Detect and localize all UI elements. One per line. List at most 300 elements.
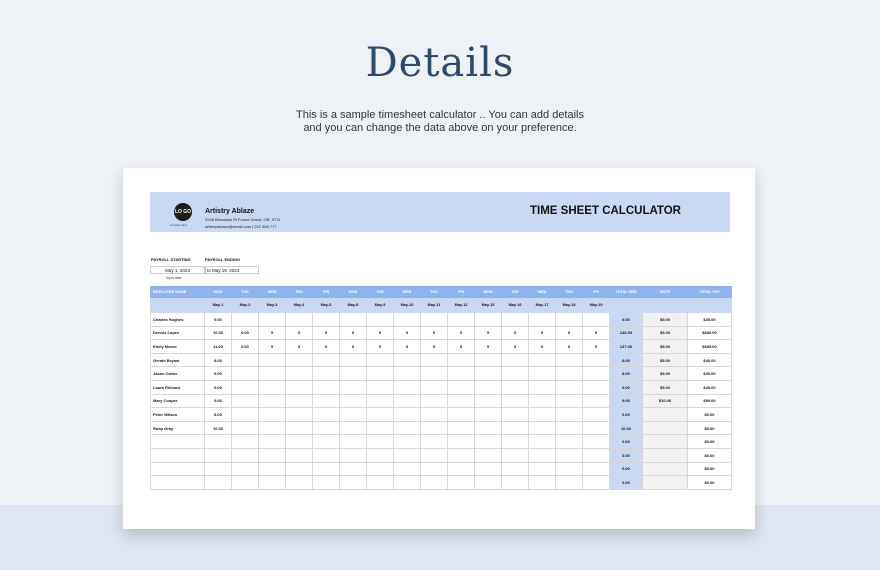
rate-cell[interactable]: $5.00 xyxy=(643,326,688,340)
total-hrs-cell: 0.00 xyxy=(610,476,643,490)
hours-cell[interactable] xyxy=(421,353,448,367)
hours-cell[interactable] xyxy=(529,462,556,476)
rate-cell[interactable] xyxy=(643,408,688,422)
hours-cell[interactable] xyxy=(556,408,583,422)
date-header: May-2 xyxy=(232,298,259,313)
hours-cell[interactable]: 9 xyxy=(529,340,556,354)
hours-cell[interactable] xyxy=(232,367,259,381)
hours-cell[interactable] xyxy=(556,313,583,327)
total-pay-cell: $680.00 xyxy=(688,326,732,340)
hours-cell[interactable] xyxy=(394,421,421,435)
hours-cell[interactable] xyxy=(448,435,475,449)
hours-cell[interactable] xyxy=(394,462,421,476)
hours-cell[interactable]: 9 xyxy=(583,326,610,340)
hours-cell[interactable] xyxy=(394,367,421,381)
day-header: FRI xyxy=(448,287,475,298)
total-pay-cell: $45.00 xyxy=(688,313,732,327)
hours-cell[interactable] xyxy=(502,313,529,327)
subtitle-line-1: This is a sample timesheet calculator .. You can add details xyxy=(296,109,584,121)
hours-cell[interactable] xyxy=(205,435,232,449)
hours-cell[interactable]: 9 xyxy=(340,326,367,340)
hours-cell[interactable] xyxy=(556,421,583,435)
hours-cell[interactable] xyxy=(259,380,286,394)
hours-cell[interactable] xyxy=(367,448,394,462)
page-title: Details xyxy=(365,40,515,86)
table-row xyxy=(151,462,732,476)
hours-cell[interactable] xyxy=(502,367,529,381)
hours-cell[interactable] xyxy=(286,448,313,462)
hours-cell[interactable] xyxy=(340,435,367,449)
rate-cell[interactable] xyxy=(643,462,688,476)
total-hrs-cell: 136.00 xyxy=(610,326,643,340)
rate-cell[interactable]: $5.00 xyxy=(643,367,688,381)
hours-cell[interactable] xyxy=(394,448,421,462)
employee-name-cell[interactable] xyxy=(151,448,205,462)
day-header: MON xyxy=(475,287,502,298)
table-row xyxy=(151,326,732,340)
total-hrs-cell: 10.00 xyxy=(610,421,643,435)
timesheet-preview xyxy=(123,168,755,529)
hours-cell[interactable] xyxy=(259,353,286,367)
hours-cell[interactable] xyxy=(556,367,583,381)
hours-cell[interactable] xyxy=(313,476,340,490)
hours-cell[interactable] xyxy=(313,462,340,476)
total-pay-cell: $40.00 xyxy=(688,353,732,367)
hours-cell[interactable]: 8.00 xyxy=(205,408,232,422)
hours-cell[interactable] xyxy=(232,476,259,490)
hours-cell[interactable] xyxy=(313,448,340,462)
date-header: May-10 xyxy=(394,298,421,313)
hours-cell[interactable] xyxy=(502,448,529,462)
total-pay-cell: $45.00 xyxy=(688,380,732,394)
payroll-end-label: PAYROLL ENDING xyxy=(205,257,241,262)
hours-cell[interactable] xyxy=(286,476,313,490)
hours-cell[interactable] xyxy=(529,353,556,367)
hours-cell[interactable] xyxy=(232,462,259,476)
hours-cell[interactable] xyxy=(475,367,502,381)
total-pay-cell: $90.00 xyxy=(688,394,732,408)
date-header-blank xyxy=(643,298,688,313)
date-header: May-19 xyxy=(583,298,610,313)
hours-cell[interactable] xyxy=(205,476,232,490)
hours-cell[interactable] xyxy=(583,448,610,462)
hours-cell[interactable] xyxy=(286,462,313,476)
hours-cell[interactable]: 11.00 xyxy=(205,340,232,354)
hours-cell[interactable] xyxy=(583,476,610,490)
day-header: MON xyxy=(205,287,232,298)
employee-name-cell[interactable]: Gerald Bryant xyxy=(151,353,205,367)
hours-cell[interactable] xyxy=(421,476,448,490)
total-hrs-header: TOTAL HRS xyxy=(610,287,643,298)
rate-cell[interactable]: $5.00 xyxy=(643,353,688,367)
hours-cell[interactable] xyxy=(259,408,286,422)
date-header: May-3 xyxy=(259,298,286,313)
hours-cell[interactable] xyxy=(340,421,367,435)
hours-cell[interactable] xyxy=(583,421,610,435)
hours-cell[interactable]: 9 xyxy=(286,326,313,340)
hours-cell[interactable] xyxy=(583,462,610,476)
table-row xyxy=(151,448,732,462)
table-row xyxy=(151,435,732,449)
payroll-end-input[interactable]: to May 19, 2023 xyxy=(205,266,259,274)
hours-cell[interactable] xyxy=(394,380,421,394)
hours-cell[interactable] xyxy=(286,408,313,422)
hours-cell[interactable] xyxy=(475,394,502,408)
page-subtitle xyxy=(0,109,880,135)
hours-cell[interactable] xyxy=(475,421,502,435)
hours-cell[interactable] xyxy=(286,435,313,449)
hours-cell[interactable] xyxy=(502,476,529,490)
hours-cell[interactable] xyxy=(529,313,556,327)
hours-cell[interactable] xyxy=(313,421,340,435)
timesheet-table xyxy=(150,286,732,490)
day-header: WED xyxy=(529,287,556,298)
hours-cell[interactable]: 9 xyxy=(313,340,340,354)
hours-cell[interactable]: 9.00 xyxy=(205,313,232,327)
total-hrs-cell: 8.00 xyxy=(610,353,643,367)
total-pay-header: TOTAL PAY xyxy=(688,287,732,298)
hours-cell[interactable] xyxy=(475,476,502,490)
hours-cell[interactable] xyxy=(502,462,529,476)
payroll-start-label: PAYROLL STARTING xyxy=(151,257,191,262)
hours-cell[interactable] xyxy=(340,476,367,490)
company-address: 2948 Breaststa St Forest Grove, OR, 9711 xyxy=(205,217,281,222)
date-header-blank xyxy=(151,298,205,313)
total-hrs-cell: 9.00 xyxy=(610,394,643,408)
hours-cell[interactable]: 9 xyxy=(259,326,286,340)
hours-cell[interactable] xyxy=(313,380,340,394)
hours-cell[interactable] xyxy=(313,353,340,367)
hours-cell[interactable] xyxy=(475,448,502,462)
hours-cell[interactable]: 9 xyxy=(367,340,394,354)
hours-cell[interactable] xyxy=(529,408,556,422)
hours-cell[interactable] xyxy=(556,394,583,408)
hours-cell[interactable] xyxy=(340,367,367,381)
total-pay-cell: $0.00 xyxy=(688,462,732,476)
hours-cell[interactable] xyxy=(556,462,583,476)
total-pay-cell: $685.00 xyxy=(688,340,732,354)
table-row xyxy=(151,421,732,435)
hours-cell[interactable] xyxy=(421,435,448,449)
hours-cell[interactable] xyxy=(340,380,367,394)
date-header: May-18 xyxy=(556,298,583,313)
logo-subtext: company name xyxy=(170,224,188,227)
total-pay-cell: $40.00 xyxy=(688,367,732,381)
hours-cell[interactable]: 9 xyxy=(340,340,367,354)
hours-cell[interactable]: 9 xyxy=(556,340,583,354)
date-header-row xyxy=(151,298,732,313)
hours-cell[interactable] xyxy=(286,421,313,435)
hours-cell[interactable] xyxy=(367,394,394,408)
hours-cell[interactable]: 9 xyxy=(502,340,529,354)
company-contact: artistryablaze@email.com | 222 555 777 xyxy=(205,224,277,229)
hours-cell[interactable] xyxy=(286,313,313,327)
hours-cell[interactable] xyxy=(313,313,340,327)
hours-cell[interactable]: 9 xyxy=(367,326,394,340)
hours-cell[interactable] xyxy=(529,435,556,449)
hours-cell[interactable] xyxy=(259,313,286,327)
hours-cell[interactable] xyxy=(529,367,556,381)
hours-cell[interactable] xyxy=(475,435,502,449)
hours-cell[interactable] xyxy=(583,380,610,394)
hours-cell[interactable]: 9.00 xyxy=(205,394,232,408)
hours-cell[interactable] xyxy=(340,394,367,408)
hours-cell[interactable] xyxy=(529,476,556,490)
hours-cell[interactable] xyxy=(583,435,610,449)
employee-name-cell[interactable]: Charles Hughes xyxy=(151,313,205,327)
logo-icon: LO GO xyxy=(174,203,192,221)
table-row xyxy=(151,340,732,354)
rate-cell[interactable]: $5.00 xyxy=(643,313,688,327)
employee-name-cell[interactable]: Ruby Gray xyxy=(151,421,205,435)
hours-cell[interactable] xyxy=(367,313,394,327)
hours-cell[interactable] xyxy=(313,408,340,422)
hours-cell[interactable] xyxy=(529,394,556,408)
sheet-title: TIME SHEET CALCULATOR xyxy=(530,205,681,217)
hours-cell[interactable] xyxy=(259,476,286,490)
hours-cell[interactable] xyxy=(502,394,529,408)
hours-cell[interactable] xyxy=(205,462,232,476)
total-hrs-cell: 0.00 xyxy=(610,448,643,462)
hours-cell[interactable] xyxy=(475,380,502,394)
hours-cell[interactable] xyxy=(448,476,475,490)
rate-cell[interactable] xyxy=(643,421,688,435)
employee-name-cell[interactable] xyxy=(151,476,205,490)
date-header: May-8 xyxy=(340,298,367,313)
hours-cell[interactable] xyxy=(448,394,475,408)
hours-cell[interactable] xyxy=(529,448,556,462)
hours-cell[interactable] xyxy=(583,367,610,381)
hours-cell[interactable]: 9.00 xyxy=(232,340,259,354)
hours-cell[interactable] xyxy=(421,367,448,381)
hours-cell[interactable] xyxy=(421,448,448,462)
hours-cell[interactable] xyxy=(232,394,259,408)
hours-cell[interactable]: 9 xyxy=(475,340,502,354)
hours-cell[interactable] xyxy=(313,367,340,381)
hours-cell[interactable] xyxy=(583,394,610,408)
hours-cell[interactable] xyxy=(448,448,475,462)
hours-cell[interactable] xyxy=(313,394,340,408)
hours-cell[interactable] xyxy=(367,435,394,449)
employee-name-cell[interactable]: Emily Moore xyxy=(151,340,205,354)
hours-cell[interactable]: 8.00 xyxy=(205,353,232,367)
day-header: WED xyxy=(259,287,286,298)
hours-cell[interactable]: 9 xyxy=(502,326,529,340)
hours-cell[interactable] xyxy=(286,353,313,367)
date-header: May-9 xyxy=(367,298,394,313)
hours-cell[interactable] xyxy=(475,353,502,367)
hours-cell[interactable]: 9 xyxy=(583,340,610,354)
input-date-note: Input date xyxy=(166,276,182,280)
hours-cell[interactable] xyxy=(259,435,286,449)
date-header-blank xyxy=(688,298,732,313)
hours-cell[interactable] xyxy=(340,408,367,422)
hours-cell[interactable] xyxy=(367,408,394,422)
hours-cell[interactable] xyxy=(556,476,583,490)
hours-cell[interactable]: 9 xyxy=(421,326,448,340)
employee-name-cell[interactable]: Jason Carter xyxy=(151,367,205,381)
hours-cell[interactable] xyxy=(502,421,529,435)
employee-name-cell[interactable] xyxy=(151,462,205,476)
hours-cell[interactable] xyxy=(421,408,448,422)
hours-cell[interactable] xyxy=(367,421,394,435)
hours-cell[interactable] xyxy=(367,462,394,476)
hours-cell[interactable] xyxy=(448,462,475,476)
rate-cell[interactable] xyxy=(643,435,688,449)
hours-cell[interactable] xyxy=(340,313,367,327)
hours-cell[interactable] xyxy=(340,448,367,462)
hours-cell[interactable] xyxy=(286,380,313,394)
payroll-start-input[interactable]: May 1, 2023 xyxy=(150,266,205,274)
total-hrs-cell: 9.00 xyxy=(610,380,643,394)
hours-cell[interactable]: 9 xyxy=(421,340,448,354)
hours-cell[interactable] xyxy=(502,435,529,449)
hours-cell[interactable] xyxy=(583,353,610,367)
hours-cell[interactable] xyxy=(583,408,610,422)
hours-cell[interactable] xyxy=(313,435,340,449)
hours-cell[interactable] xyxy=(367,380,394,394)
date-header-blank xyxy=(610,298,643,313)
hours-cell[interactable] xyxy=(394,313,421,327)
hours-cell[interactable] xyxy=(232,313,259,327)
date-header: May-17 xyxy=(529,298,556,313)
hours-cell[interactable] xyxy=(421,421,448,435)
total-pay-cell: $0.00 xyxy=(688,408,732,422)
hours-cell[interactable] xyxy=(475,313,502,327)
hours-cell[interactable] xyxy=(367,367,394,381)
hours-cell[interactable] xyxy=(394,394,421,408)
hours-cell[interactable]: 10.00 xyxy=(205,326,232,340)
hours-cell[interactable] xyxy=(232,380,259,394)
hours-cell[interactable]: 9.00 xyxy=(205,380,232,394)
total-hrs-cell: 0.00 xyxy=(610,462,643,476)
total-hrs-cell: 137.00 xyxy=(610,340,643,354)
day-header: TUE xyxy=(367,287,394,298)
hours-cell[interactable]: 9.00 xyxy=(205,367,232,381)
hours-cell[interactable] xyxy=(556,435,583,449)
hours-cell[interactable] xyxy=(394,435,421,449)
hours-cell[interactable]: 9 xyxy=(556,326,583,340)
hours-cell[interactable] xyxy=(556,448,583,462)
hours-cell[interactable] xyxy=(232,408,259,422)
hours-cell[interactable] xyxy=(232,353,259,367)
date-header: May-16 xyxy=(502,298,529,313)
rate-cell[interactable] xyxy=(643,476,688,490)
table-row xyxy=(151,394,732,408)
total-hrs-cell: 0.00 xyxy=(610,408,643,422)
table-row xyxy=(151,408,732,422)
hours-cell[interactable] xyxy=(556,353,583,367)
table-row xyxy=(151,476,732,490)
hours-cell[interactable] xyxy=(448,408,475,422)
table-row xyxy=(151,353,732,367)
hours-cell[interactable] xyxy=(421,313,448,327)
rate-cell[interactable]: $5.00 xyxy=(643,380,688,394)
hours-cell[interactable]: 10.00 xyxy=(205,421,232,435)
hours-cell[interactable] xyxy=(475,462,502,476)
date-header: May-1 xyxy=(205,298,232,313)
hours-cell[interactable] xyxy=(448,353,475,367)
hours-cell[interactable] xyxy=(448,313,475,327)
hours-cell[interactable] xyxy=(286,394,313,408)
employee-name-cell[interactable]: Mary Cooper xyxy=(151,394,205,408)
date-header: May-15 xyxy=(475,298,502,313)
rate-cell[interactable]: $5.00 xyxy=(643,340,688,354)
hours-cell[interactable] xyxy=(340,462,367,476)
hours-cell[interactable] xyxy=(259,394,286,408)
day-header: THU xyxy=(286,287,313,298)
hours-cell[interactable] xyxy=(502,408,529,422)
hours-cell[interactable] xyxy=(232,448,259,462)
day-header: THU xyxy=(421,287,448,298)
hours-cell[interactable] xyxy=(556,380,583,394)
hours-cell[interactable] xyxy=(232,435,259,449)
day-header: THU xyxy=(556,287,583,298)
hours-cell[interactable]: 9 xyxy=(394,326,421,340)
total-pay-cell: $0.00 xyxy=(688,448,732,462)
hours-cell[interactable] xyxy=(583,313,610,327)
hours-cell[interactable] xyxy=(448,367,475,381)
hours-cell[interactable] xyxy=(367,353,394,367)
hours-cell[interactable]: 9 xyxy=(475,326,502,340)
hours-cell[interactable] xyxy=(502,380,529,394)
hours-cell[interactable] xyxy=(448,421,475,435)
hours-cell[interactable] xyxy=(448,380,475,394)
hours-cell[interactable] xyxy=(340,353,367,367)
hours-cell[interactable]: 9 xyxy=(448,326,475,340)
hours-cell[interactable] xyxy=(529,421,556,435)
rate-cell[interactable] xyxy=(643,448,688,462)
employee-name-cell[interactable]: Dennis Lopez xyxy=(151,326,205,340)
hours-cell[interactable] xyxy=(421,394,448,408)
hours-cell[interactable]: 9 xyxy=(313,326,340,340)
hours-cell[interactable] xyxy=(259,462,286,476)
hours-cell[interactable]: 9 xyxy=(529,326,556,340)
hours-cell[interactable]: 9.00 xyxy=(232,326,259,340)
hours-cell[interactable] xyxy=(394,408,421,422)
hours-cell[interactable] xyxy=(394,353,421,367)
date-header: May-4 xyxy=(286,298,313,313)
hours-cell[interactable] xyxy=(394,476,421,490)
employee-name-cell[interactable]: Peter Wilson xyxy=(151,408,205,422)
employee-name-cell[interactable] xyxy=(151,435,205,449)
rate-cell[interactable]: $10.00 xyxy=(643,394,688,408)
total-pay-cell: $0.00 xyxy=(688,435,732,449)
hours-cell[interactable] xyxy=(205,448,232,462)
hours-cell[interactable] xyxy=(259,367,286,381)
hours-cell[interactable] xyxy=(232,421,259,435)
hours-cell[interactable] xyxy=(259,421,286,435)
hours-cell[interactable] xyxy=(286,367,313,381)
hours-cell[interactable]: 9 xyxy=(394,340,421,354)
hours-cell[interactable] xyxy=(502,353,529,367)
hours-cell[interactable] xyxy=(367,476,394,490)
hours-cell[interactable] xyxy=(475,408,502,422)
hours-cell[interactable]: 9 xyxy=(448,340,475,354)
table-row xyxy=(151,367,732,381)
total-pay-cell: $0.00 xyxy=(688,421,732,435)
total-hrs-cell: 9.00 xyxy=(610,313,643,327)
hours-cell[interactable] xyxy=(259,448,286,462)
hours-cell[interactable] xyxy=(421,380,448,394)
hours-cell[interactable]: 9 xyxy=(259,340,286,354)
hours-cell[interactable] xyxy=(529,380,556,394)
company-name: Artistry Ablaze xyxy=(205,208,255,215)
hours-cell[interactable]: 9 xyxy=(286,340,313,354)
employee-name-cell[interactable]: Laura Richard xyxy=(151,380,205,394)
hours-cell[interactable] xyxy=(421,462,448,476)
total-hrs-cell: 8.00 xyxy=(610,367,643,381)
